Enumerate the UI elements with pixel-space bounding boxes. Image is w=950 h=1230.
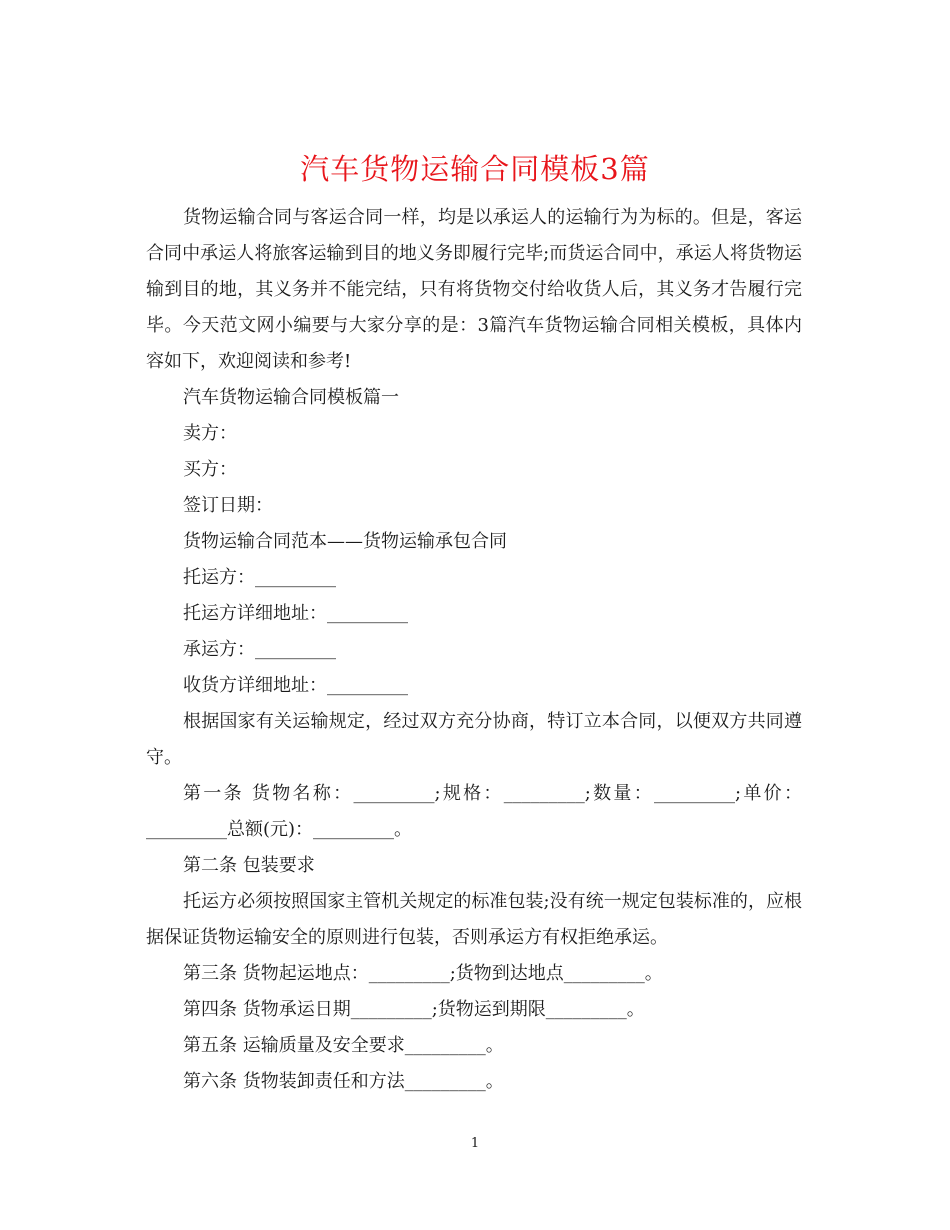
seller-line: 卖方： (183, 423, 237, 444)
page-number: 1 (470, 1136, 480, 1151)
article-6: 第六条 货物装卸责任和方法_________。 (183, 1071, 504, 1092)
consignee-address-line: 收货方详细地址：_________ (183, 675, 408, 696)
carrier-line: 承运方：_________ (183, 639, 336, 660)
article-2-heading: 第二条 包装要求 (183, 855, 315, 876)
section-heading-template-1: 汽车货物运输合同模板篇一 (183, 387, 399, 408)
article-2-body: 托运方必须按照国家主管机关规定的标准包装;没有统一规定包装标准的，应根据保证货物运输安全的原则进行包装，否则承运方有权拒绝承运。 (146, 891, 802, 948)
document-title: 汽车货物运输合同模板3篇 (300, 152, 650, 187)
signing-date-line: 签订日期： (183, 495, 273, 516)
document-body (146, 200, 802, 1100)
preamble-paragraph: 根据国家有关运输规定，经过双方充分协商，特订立本合同，以便双方共同遵守。 (146, 711, 802, 768)
contract-subtitle: 货物运输合同范本——货物运输承包合同 (183, 531, 507, 552)
article-5: 第五条 运输质量及安全要求_________。 (183, 1035, 504, 1056)
buyer-line: 买方： (183, 459, 237, 480)
intro-paragraph: 货物运输合同与客运合同一样，均是以承运人的运输行为为标的。但是，客运合同中承运人将旅客运输到目的地义务即履行完毕;而货运合同中，承运人将货物运输到目的地，其义务并不能完结，只有将货物交付给收货人后，其义务才告履行完毕。今天范文网小编要与大家分享的是：3篇汽车货物运输合同相关模板，具体内容如下，欢迎阅读和参考! (146, 207, 802, 372)
shipper-line: 托运方：_________ (183, 567, 336, 588)
shipper-address-line: 托运方详细地址：_________ (183, 603, 408, 624)
article-4: 第四条 货物承运日期_________;货物运到期限_________。 (183, 999, 645, 1020)
article-3: 第三条 货物起运地点：_________;货物到达地点_________。 (183, 963, 663, 984)
article-1: 第一条 货物名称：_________;规格：_________;数量：_________;单价：_________总额(元)：_________。 (146, 783, 802, 840)
